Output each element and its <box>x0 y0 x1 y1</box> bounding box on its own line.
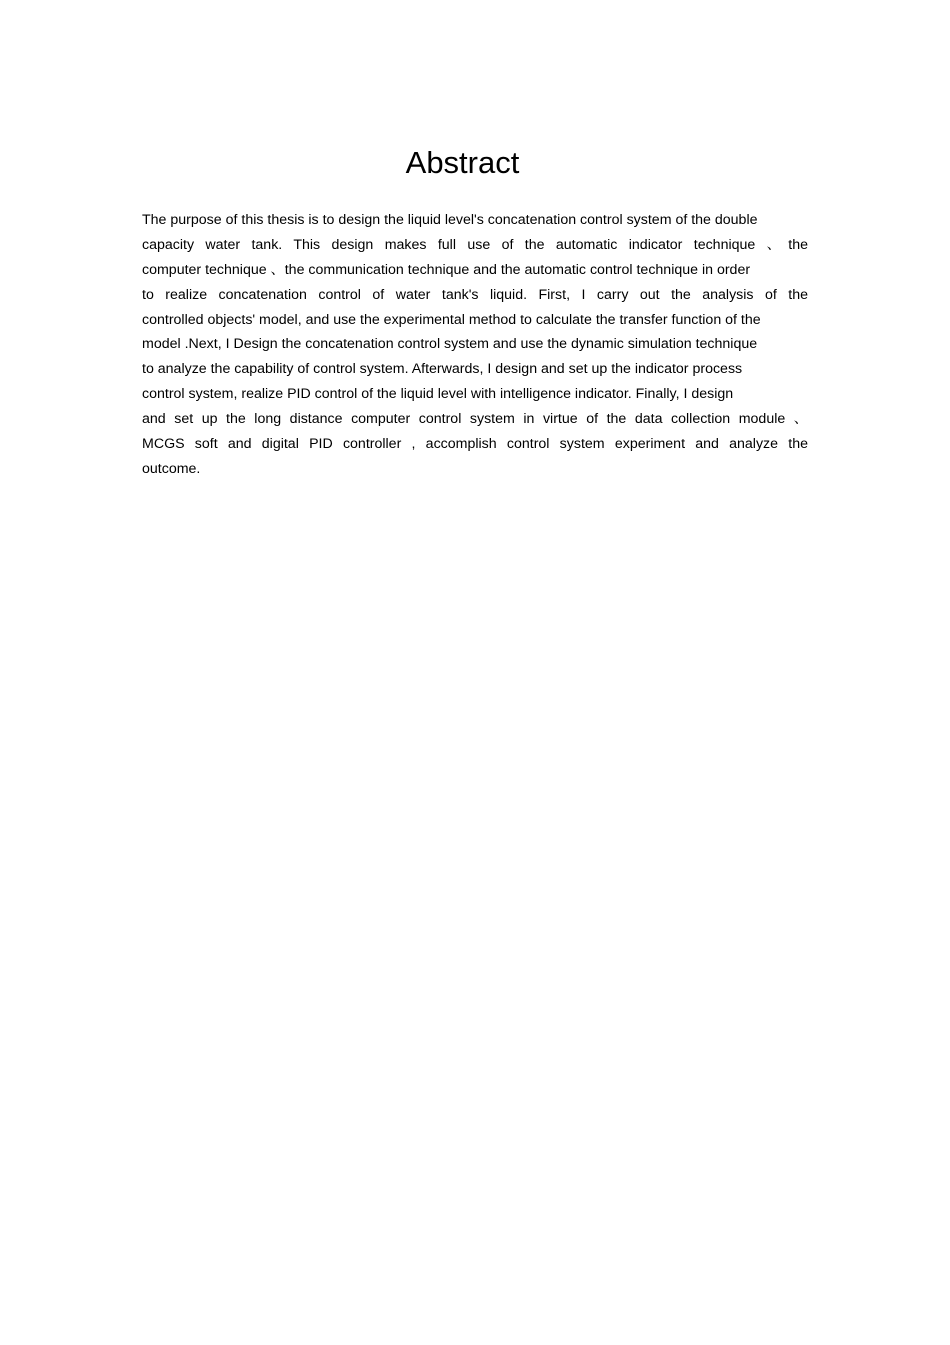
abstract-line-1: The purpose of this thesis is to design the liquid level's concatenation control system of the double <box>142 212 758 228</box>
abstract-line-7: to analyze the capability of control system. Afterwards, I design and set up the indicator process <box>142 361 743 378</box>
abstract-line-11: outcome. <box>142 460 201 477</box>
abstract-line-2: capacity water tank. This design makes full use of the automatic indicator technique 、the <box>142 236 808 253</box>
abstract-line-6: model .Next, I Design the concatenation control system and use the dynamic simulation technique <box>142 336 758 353</box>
abstract-title: Abstract <box>405 145 520 180</box>
abstract-line-5: controlled objects' model, and use the experimental method to calculate the transfer function of the <box>142 311 761 328</box>
abstract-line-10: MCGS soft and digital PID controller , accomplish control system experiment and analyze the <box>142 436 808 453</box>
abstract-line-4: to realize concatenation control of water tank's liquid. First, I carry out the analysis of the <box>142 286 808 303</box>
abstract-line-8: control system, realize PID control of the liquid level with intelligence indicator. Finally, I design <box>142 386 734 403</box>
abstract-body <box>142 208 808 482</box>
abstract-line-9: and set up the long distance computer control system in virtue of the data collection module 、 <box>142 411 808 428</box>
abstract-line-3: computer technique 、the communication technique and the automatic control technique in order <box>142 261 751 278</box>
